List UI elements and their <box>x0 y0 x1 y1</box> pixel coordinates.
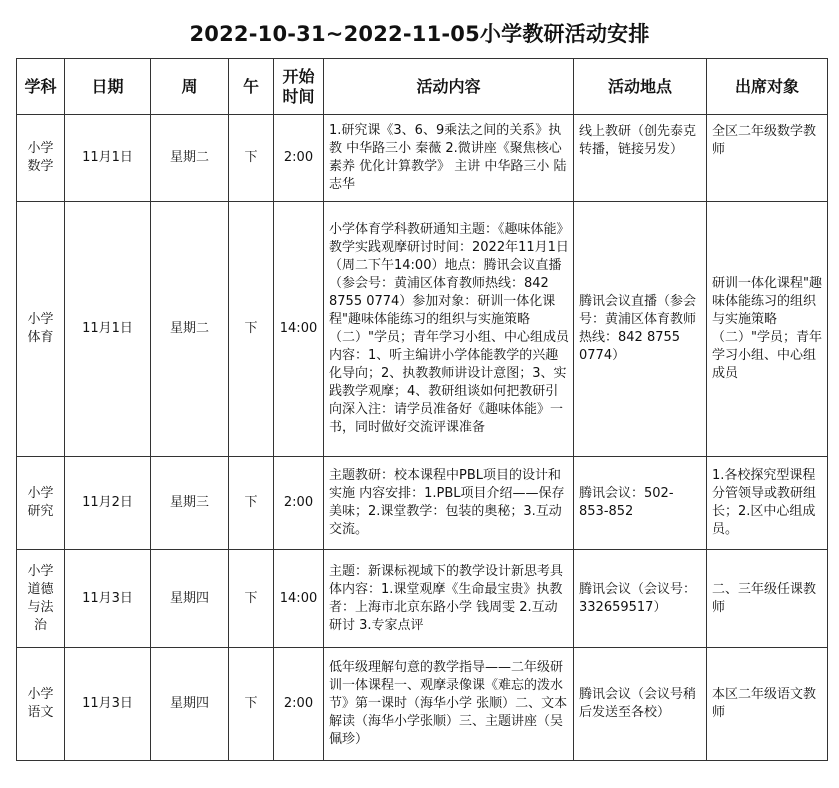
cell-attendees: 1.各校探究型课程分管领导或教研组长；2.区中心组成员。 <box>707 457 828 550</box>
cell-noon: 下 <box>229 648 274 761</box>
cell-time: 14:00 <box>274 550 324 648</box>
cell-date: 11月1日 <box>65 115 151 202</box>
cell-subject: 小学数学 <box>17 115 65 202</box>
cell-week: 星期三 <box>151 457 229 550</box>
cell-attendees: 全区二年级数学教师 <box>707 115 828 202</box>
header-week: 周 <box>151 59 229 115</box>
cell-week: 星期四 <box>151 550 229 648</box>
cell-content: 主题教研：校本课程中PBL项目的设计和实施 内容安排：1.PBL项目介绍——保存美味；2.课堂教学：包装的奥秘；3.互动交流。 <box>324 457 574 550</box>
cell-content: 主题：新课标视域下的教学设计新思考具体内容：1.课堂观摩《生命最宝贵》执教者：上海市北京东路小学 钱周雯 2.互动研讨 3.专家点评 <box>324 550 574 648</box>
header-start-time: 开始时间 <box>274 59 324 115</box>
table-row <box>17 648 828 761</box>
table-row <box>17 202 828 457</box>
cell-week: 星期二 <box>151 202 229 457</box>
cell-date: 11月1日 <box>65 202 151 457</box>
cell-attendees: 研训一体化课程"趣味体能练习的组织与实施策略（二）"学员；青年学习小组、中心组成员 <box>707 202 828 457</box>
cell-time: 2:00 <box>274 457 324 550</box>
cell-noon: 下 <box>229 202 274 457</box>
cell-date: 11月3日 <box>65 550 151 648</box>
cell-date: 11月2日 <box>65 457 151 550</box>
cell-attendees: 本区二年级语文教师 <box>707 648 828 761</box>
cell-location: 线上教研（创先泰克转播，链接另发） <box>574 115 707 202</box>
cell-time: 14:00 <box>274 202 324 457</box>
cell-content: 小学体育学科教研通知主题：《趣味体能》教学实践观摩研讨时间：2022年11月1日（周二下午14:00）地点：腾讯会议直播（参会号：黄浦区体育教师热线：842 8755 0774）参加对象：研训一体化课程"趣味体能练习的组织与实施策略（二）"学员；青年学习小组、中心组成员内容：1、听主编讲小学体能教学的兴趣化导向；2、执教教师讲设计意图；3、实践教学观摩；4、教研组谈如何把教研引向深入注：请学员准备好《趣味体能》一书，同时做好交流评课准备 <box>324 202 574 457</box>
cell-location: 腾讯会议（会议号：332659517） <box>574 550 707 648</box>
cell-location: 腾讯会议（会议号稍后发送至各校） <box>574 648 707 761</box>
cell-noon: 下 <box>229 457 274 550</box>
cell-subject: 小学语文 <box>17 648 65 761</box>
cell-location: 腾讯会议：502-853-852 <box>574 457 707 550</box>
table-row <box>17 457 828 550</box>
cell-week: 星期二 <box>151 115 229 202</box>
header-content: 活动内容 <box>324 59 574 115</box>
cell-date: 11月3日 <box>65 648 151 761</box>
page-title: 2022-10-31~2022-11-05小学教研活动安排 <box>189 22 650 46</box>
cell-attendees: 二、三年级任课教师 <box>707 550 828 648</box>
schedule-table <box>16 58 828 761</box>
cell-subject: 小学体育 <box>17 202 65 457</box>
cell-content: 1.研究课《3、6、9乘法之间的关系》执教 中华路三小 秦薇 2.微讲座《聚焦核心素养 优化计算教学》 主讲 中华路三小 陆志华 <box>324 115 574 202</box>
table-row <box>17 115 828 202</box>
cell-week: 星期四 <box>151 648 229 761</box>
cell-noon: 下 <box>229 550 274 648</box>
cell-subject: 小学研究 <box>17 457 65 550</box>
header-subject: 学科 <box>17 59 65 115</box>
cell-content: 低年级理解句意的教学指导——二年级研训一体课程一、观摩录像课《难忘的泼水节》第一课时（海华小学 张顺）二、文本解读（海华小学张顺）三、主题讲座（吴佩珍） <box>324 648 574 761</box>
header-row <box>17 59 828 115</box>
cell-noon: 下 <box>229 115 274 202</box>
header-noon: 午 <box>229 59 274 115</box>
header-location: 活动地点 <box>574 59 707 115</box>
cell-location: 腾讯会议直播（参会号：黄浦区体育教师热线：842 8755 0774） <box>574 202 707 457</box>
cell-subject: 小学道德与法治 <box>17 550 65 648</box>
table-row <box>17 550 828 648</box>
cell-time: 2:00 <box>274 648 324 761</box>
header-attendees: 出席对象 <box>707 59 828 115</box>
cell-time: 2:00 <box>274 115 324 202</box>
header-date: 日期 <box>65 59 151 115</box>
